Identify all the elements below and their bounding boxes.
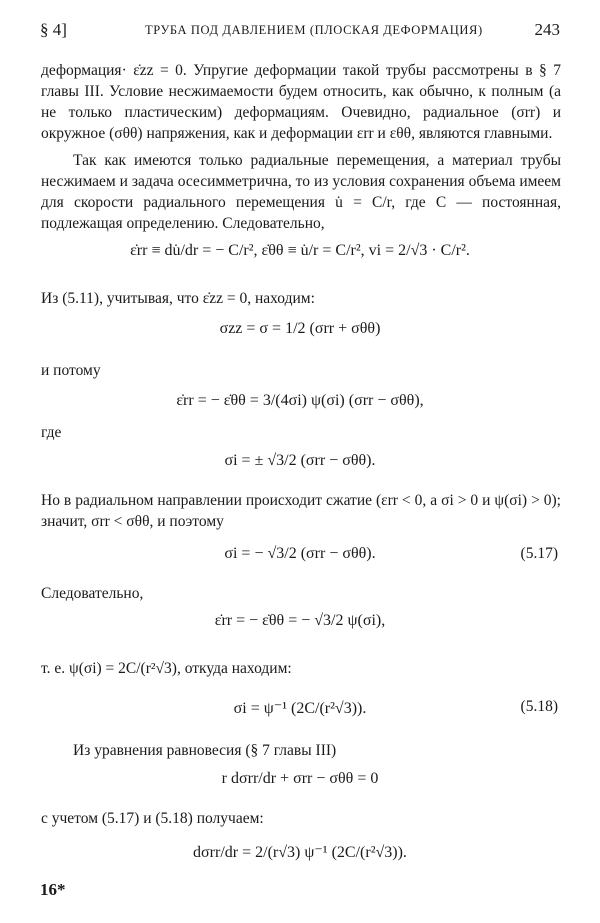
equation-final: dσrr/dr = 2/(r√3) ψ⁻¹ (2C/(r²√3)). <box>193 844 407 861</box>
paragraph-8: т. е. ψ(σi) = 2C/(r²√3), откуда находим: <box>41 660 292 677</box>
running-title: ТРУБА ПОД ДАВЛЕНИЕМ (ПЛОСКАЯ ДЕФОРМАЦИЯ) <box>145 23 483 37</box>
equation-strain-rates: ε̇rr ≡ du̇/dr = − C/r², ε̇θθ ≡ u̇/r = C/r², vi = 2/√3 · C/r². <box>130 242 470 259</box>
section-marker: § 4] <box>40 20 67 39</box>
equation-sigma-zz: σzz = σ = 1/2 (σrr + σθθ) <box>219 320 381 337</box>
equation-5-17: σi = − √3/2 (σrr − σθθ). <box>224 545 376 562</box>
equation-number-5-18: (5.18) <box>520 698 558 715</box>
paragraph-3: Из (5.11), учитывая, что ε̇zz = 0, находим: <box>41 290 315 307</box>
equation-5-18: σi = ψ⁻¹ (2C/(r²√3)). <box>233 700 367 717</box>
running-header <box>40 20 560 44</box>
page-number: 243 <box>534 20 560 39</box>
paragraph-4: и потому <box>41 362 101 379</box>
equation-sigma-i-plusminus: σi = ± √3/2 (σrr − σθθ). <box>224 452 376 469</box>
equation-number-5-17: (5.17) <box>520 545 558 562</box>
equation-equilibrium: r dσrr/dr + σrr − σθθ = 0 <box>221 770 379 787</box>
paragraph-1: деформация· ε̇zz = 0. Упругие деформации такой трубы рассмотрены в § 7 главы III. Условие несжимаемости будем относить, как обычно, к полным (а не только пластическим) деформациям. Очевидно, радиальное (σrr) и окружное (σθθ) напряжения, как и деформации εrr и εθθ, являются главными. <box>41 62 561 142</box>
equation-strain-rate-psi: ε̇rr = − ε̇θθ = − √3/2 ψ(σi), <box>214 612 386 629</box>
equation-strain-rate-rr: ε̇rr = − ε̇θθ = 3/(4σi) ψ(σi) (σrr − σθθ), <box>176 392 424 409</box>
paragraph-2: Так как имеются только радиальные перемещения, а материал трубы несжимаем и задача осесимметрична, то из условия сохранения объема имеем для скорости радиального перемещения u̇ = C/r, где C — постоянная, подлежащая определению. Следовательно, <box>41 152 561 232</box>
paragraph-5: где <box>41 424 62 441</box>
paragraph-10: с учетом (5.17) и (5.18) получаем: <box>41 810 264 827</box>
paragraph-9: Из уравнения равновесия (§ 7 главы III) <box>73 742 337 759</box>
paragraph-7: Следовательно, <box>41 585 144 602</box>
signature-mark: 16* <box>40 880 66 899</box>
paragraph-6: Но в радиальном направлении происходит сжатие (εrr < 0, а σi > 0 и ψ(σi) > 0); значит, σrr < σθθ, и поэтому <box>41 492 561 530</box>
